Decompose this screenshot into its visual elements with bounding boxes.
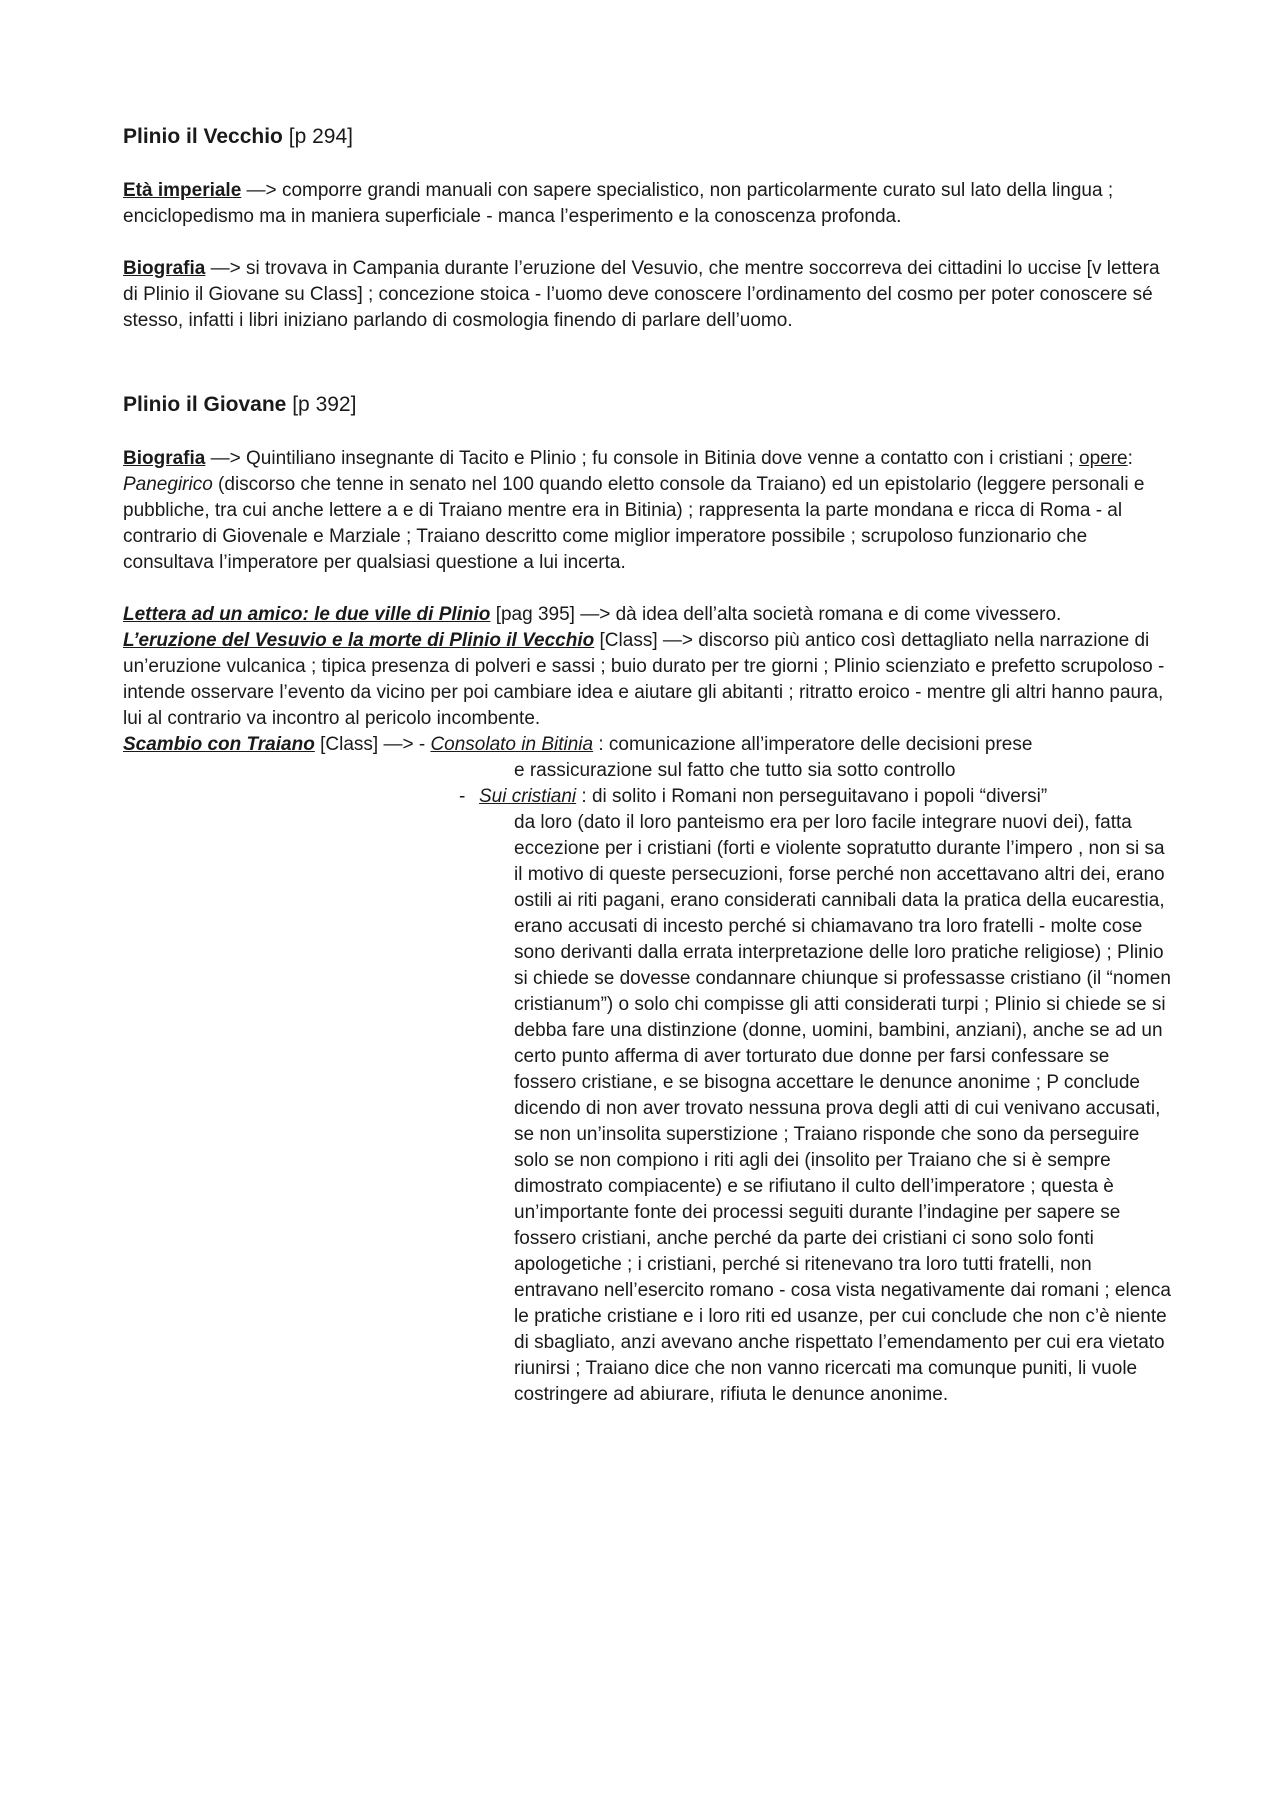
- list-item-cristiani: [459, 784, 1173, 810]
- paragraph-text: Quintiliano insegnante di Tacito e Plinio ; fu console in Bitinia dove venne a contatto con i cristiani ;: [246, 448, 1080, 469]
- paragraph-text: dà idea dell’alta società romana e di come vivessero.: [615, 604, 1062, 625]
- term-biografia: Biografia: [123, 258, 206, 279]
- paragraph-text: si trovava in Campania durante l’eruzione del Vesuvio, che mentre soccorreva dei cittadini lo uccise [v lettera di Plinio il Giovane su Class] ; concezione stoica - l’uomo deve conoscere l’ordinamento del cosmo per poter conoscere sé stesso, infatti i libri iniziano parlando di cosmologia finendo di parlare dell’uomo.: [123, 258, 1160, 331]
- paragraph-biografia-vecchio: [123, 256, 1173, 334]
- heading-plinio-giovane: [123, 390, 1173, 420]
- paragraph-eta-imperiale: [123, 178, 1173, 230]
- term-consolato: Consolato in Bitinia: [430, 734, 594, 755]
- ref: [pag 395]: [490, 604, 575, 625]
- paragraph-text: discorso più antico così dettagliato nella narrazione di un’eruzione vulcanica ; tipica presenza di polveri e sassi ; buio durato per tre giorni ; Plinio scienziato e prefetto scrupoloso - intende osservare l’evento da vicino per poi cambiare idea e aiutare gli abitanti ; ritratto eroico - mentre gli altri hanno paura, lui al contrario va incontro al pericolo incombente.: [123, 630, 1165, 729]
- paragraph-biografia-giovane: [123, 446, 1173, 576]
- term-eta-imperiale: Età imperiale: [123, 180, 242, 201]
- arrow: —>: [378, 734, 419, 755]
- list-item-body: da loro (dato il loro panteismo era per loro facile integrare nuovi dei), fatta eccezione per i cristiani (forti e violente sopratutto durante l’impero , non si sa il motivo di queste persecuzioni, forse perché non accettavano altri dei, erano ostili ai riti pagani, erano considerati cannibali data la pratica della eucarestia, erano accusati di incesto perché si chiamavano tra loro fratelli - molte cose sono derivanti dalla errata interpretazione delle loro pratiche religiose) ; Plinio si chiede se dovesse condannare chiunque si professasse cristiano (il “nomen cristianum”) o solo chi compisse gli atti considerati turpi ; Plinio si chiede se si debba fare una distinzione (donne, uomini, bambini, anziani), anche se ad un certo punto afferma di aver torturato due donne per farsi confessare se fossero cristiane, e se bisogna accettare le denunce anonime ; P conclude dicendo di non aver trovato nessuna prova degli atti di cui venivano accusati, se non un’insolita superstizione ; Traiano risponde che sono da perseguire solo se non compiono i riti agli dei (insolito per Traiano che si è sempre dimostrato compiacente) e se rifiutano il culto dell’imperatore ; questa è un’importante fonte dei processi seguiti durante l’indagine per sapere se fossero cristiani, anche perché da parte dei cristiani ci sono solo fonti apologetiche ; i cristiani, perché si ritenevano tra loro tutti fratelli, non entravano nell’esercito romano - cosa vista negativamente dai romani ; elenca le pratiche cristiane e i loro riti ed usanze, per cui conclude che non c’è niente di sbagliato, anzi avevano anche rispettato l’emendamento per cui era vietato riunirsi ; Traiano dice che non vanno ricercati ma comunque puniti, li vuole costringere ad abiurare, rifiuta le denunce anonime.: [514, 812, 1171, 1405]
- paragraph-scambio: [123, 732, 1173, 758]
- document-page: [123, 122, 1173, 1408]
- heading-ref: [p 294]: [288, 125, 353, 148]
- heading-title: Plinio il Giovane: [123, 393, 287, 416]
- arrow: —>: [205, 258, 247, 279]
- list-item-text: : comunicazione all’imperatore delle decisioni prese: [593, 734, 1033, 755]
- ref: [Class]: [314, 734, 379, 755]
- paragraph-eruzione: [123, 628, 1173, 732]
- list-dash: -: [459, 786, 466, 807]
- arrow: —>: [205, 448, 247, 469]
- arrow: —>: [657, 630, 699, 651]
- term-scambio: Scambio con Traiano: [123, 734, 315, 755]
- paragraph-lettera: [123, 602, 1173, 628]
- term-biografia: Biografia: [123, 448, 206, 469]
- term-lettera: Lettera ad un amico: le due ville di Plinio: [123, 604, 491, 625]
- term-sui-cristiani: Sui cristiani: [479, 786, 577, 807]
- heading-plinio-vecchio: [123, 122, 1173, 152]
- paragraph-text: (discorso che tenne in senato nel 100 quando eletto console da Traiano) ed un epistolario (leggere personali e pubbliche, tra cui anche lettere a e di Traiano mentre era in Bitinia) ; rappresenta la parte mondana e ricca di Roma - al contrario di Giovenale e Marziale ; Traiano descritto come miglior imperatore possibile ; scrupoloso funzionario che consultava l’imperatore per qualsiasi questione a lui incerta.: [123, 474, 1145, 573]
- heading-title: Plinio il Vecchio: [123, 125, 283, 148]
- list-dash: -: [418, 734, 426, 755]
- arrow: —>: [574, 604, 616, 625]
- paragraph-text: comporre grandi manuali con sapere specialistico, non particolarmente curato sul lato della lingua ; enciclopedismo ma in maniera superficiale - manca l’esperimento e la conoscenza profonda.: [123, 180, 1114, 227]
- colon: :: [1127, 448, 1133, 469]
- term-eruzione: L’eruzione del Vesuvio e la morte di Plinio il Vecchio: [123, 630, 595, 651]
- list-item-continuation: e rassicurazione sul fatto che tutto sia sotto controllo: [514, 760, 956, 781]
- list-item-text: : di solito i Romani non perseguitavano i popoli “diversi”: [576, 786, 1048, 807]
- heading-ref: [p 392]: [292, 393, 357, 416]
- term-panegirico: Panegirico: [123, 474, 213, 495]
- arrow: —>: [241, 180, 282, 201]
- term-opere: opere: [1079, 448, 1128, 469]
- ref: [Class]: [594, 630, 658, 651]
